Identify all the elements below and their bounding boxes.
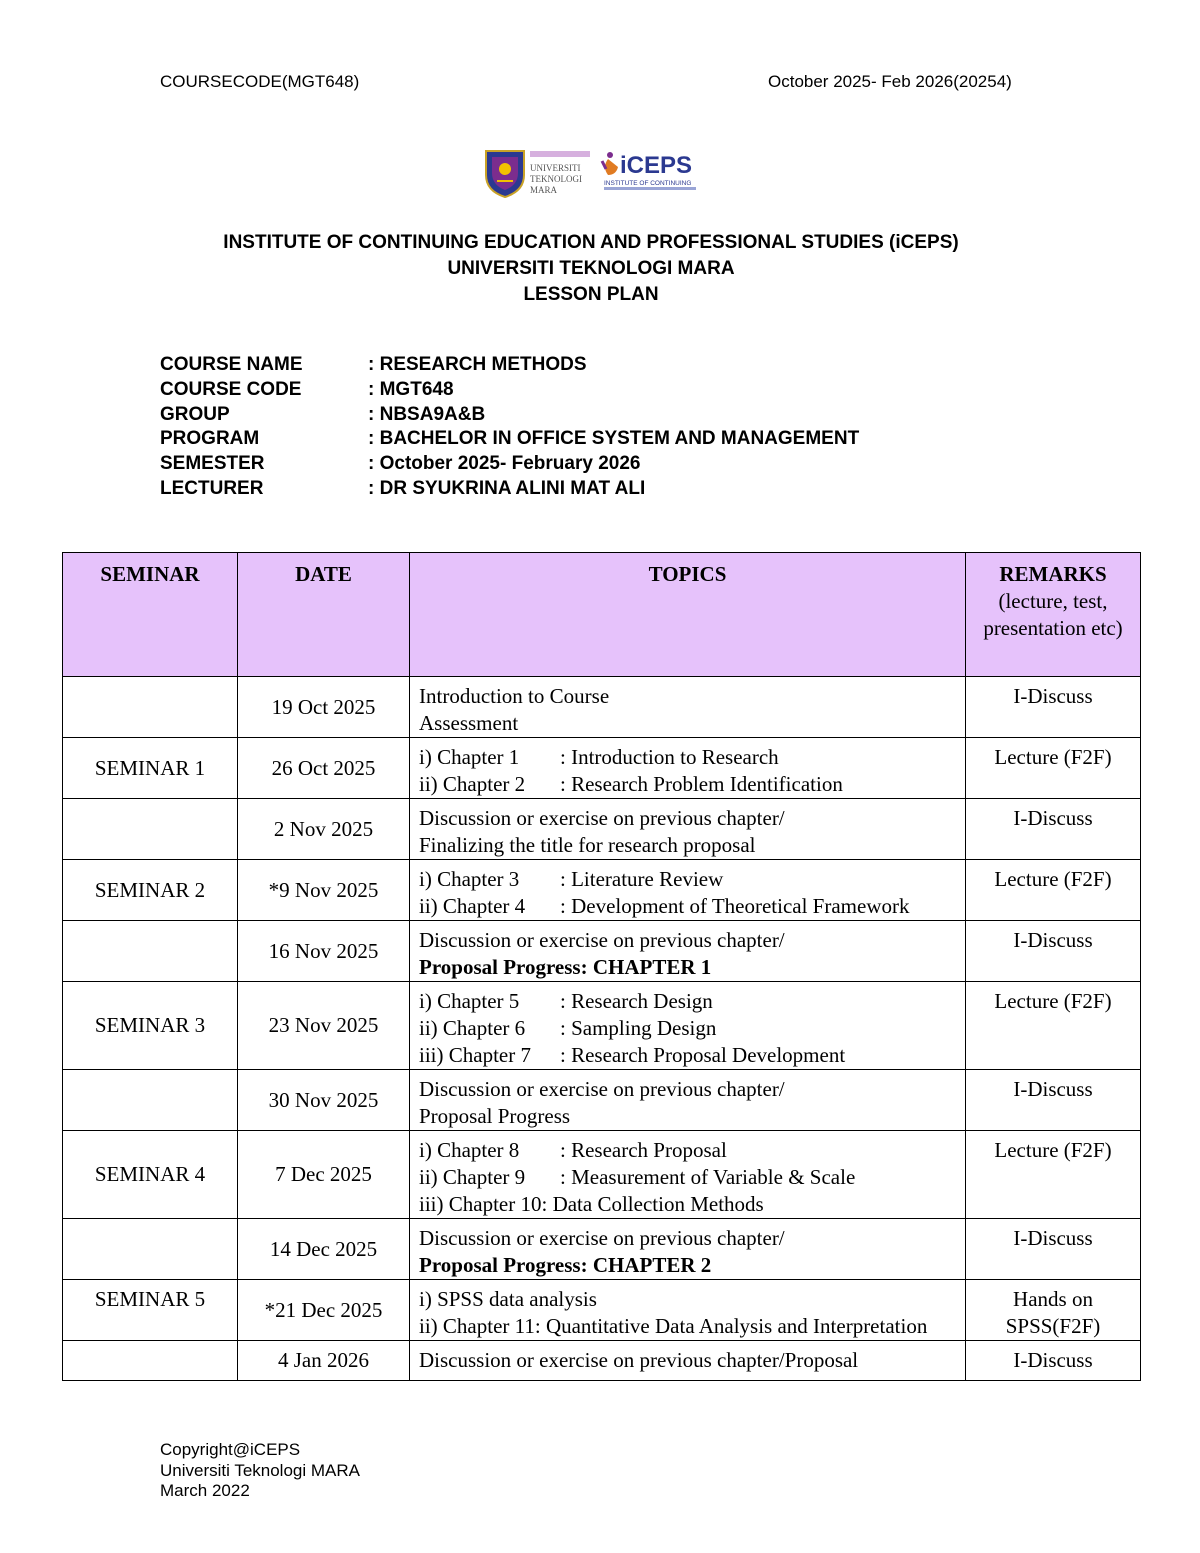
info-label: COURSE NAME bbox=[160, 354, 303, 375]
info-row-semester bbox=[160, 453, 859, 478]
title-university: UNIVERSITI TEKNOLOGI MARA bbox=[447, 258, 735, 279]
info-row-group bbox=[160, 404, 859, 429]
cell-date: 30 Nov 2025 bbox=[238, 1070, 410, 1131]
document-titles bbox=[0, 230, 1200, 308]
cell-remarks: I-Discuss bbox=[966, 799, 1141, 860]
topic-title: : Data Collection Methods bbox=[541, 1192, 764, 1216]
topic-title: : Development of Theoretical Framework bbox=[560, 894, 910, 918]
topic-line: Discussion or exercise on previous chapter/ bbox=[419, 1077, 785, 1101]
table-row bbox=[63, 1280, 1141, 1341]
cell-topics bbox=[410, 799, 966, 860]
info-value: : RESEARCH METHODS bbox=[368, 354, 587, 375]
uitm-line-1: UNIVERSITI bbox=[530, 163, 581, 173]
table-row bbox=[63, 921, 1141, 982]
topic-line: i) SPSS data analysis bbox=[419, 1287, 597, 1311]
remarks-line: Hands on bbox=[1013, 1287, 1093, 1311]
topic-chapter: i) Chapter 8 bbox=[419, 1138, 520, 1162]
table-row bbox=[63, 982, 1141, 1070]
cell-seminar: SEMINAR 5 bbox=[63, 1280, 238, 1341]
info-row-course-name bbox=[160, 354, 859, 379]
info-row-course-code bbox=[160, 379, 859, 404]
cell-remarks: Lecture (F2F) bbox=[966, 738, 1141, 799]
table-header-row bbox=[63, 553, 1141, 677]
cell-remarks: I-Discuss bbox=[966, 1070, 1141, 1131]
topic-title: : Research Proposal Development bbox=[560, 1043, 846, 1067]
info-label: PROGRAM bbox=[160, 428, 260, 450]
footer-date: March 2022 bbox=[160, 1481, 250, 1500]
cell-seminar bbox=[63, 799, 238, 860]
topic-line bbox=[419, 1015, 956, 1042]
topic-title: : Introduction to Research bbox=[560, 745, 779, 769]
topic-chapter: ii) Chapter 6 bbox=[419, 1016, 526, 1040]
cell-remarks: Lecture (F2F) bbox=[966, 982, 1141, 1070]
lesson-plan-table bbox=[62, 552, 1141, 1381]
uitm-line-3: MARA bbox=[530, 185, 558, 195]
topic-chapter: iii) Chapter 7 bbox=[419, 1043, 531, 1067]
topic-line: Finalizing the title for research proposal bbox=[419, 833, 756, 857]
cell-remarks: Lecture (F2F) bbox=[966, 1131, 1141, 1219]
cell-seminar: SEMINAR 4 bbox=[63, 1131, 238, 1219]
topic-line: Discussion or exercise on previous chapter/Proposal bbox=[419, 1348, 859, 1372]
header-session: October 2025- Feb 2026(20254) bbox=[768, 72, 1012, 91]
topic-title: : Research Proposal bbox=[560, 1138, 727, 1162]
col-header-remarks bbox=[966, 553, 1141, 677]
cell-date: 2 Nov 2025 bbox=[238, 799, 410, 860]
info-label: SEMESTER bbox=[160, 453, 265, 475]
footer bbox=[160, 1440, 360, 1502]
cell-topics bbox=[410, 982, 966, 1070]
cell-date: 23 Nov 2025 bbox=[238, 982, 410, 1070]
cell-topics bbox=[410, 1280, 966, 1341]
topic-title: : Research Problem Identification bbox=[560, 772, 843, 796]
info-row-lecturer bbox=[160, 478, 859, 503]
cell-seminar bbox=[63, 1219, 238, 1280]
cell-date: 19 Oct 2025 bbox=[238, 677, 410, 738]
topic-line bbox=[419, 866, 956, 893]
cell-topics bbox=[410, 677, 966, 738]
topic-chapter: iii) Chapter 10 bbox=[419, 1192, 542, 1216]
iceps-tagline: INSTITUTE OF CONTINUING bbox=[604, 180, 692, 187]
iceps-name: iCEPS bbox=[620, 152, 693, 179]
cell-remarks: I-Discuss bbox=[966, 1341, 1141, 1381]
topic-line-bold: Proposal Progress: CHAPTER 2 bbox=[419, 1253, 712, 1277]
topic-line: ii) Chapter 11: Quantitative Data Analysis and Interpretation bbox=[419, 1314, 928, 1338]
topic-line: Discussion or exercise on previous chapter/ bbox=[419, 1226, 785, 1250]
cell-date: *9 Nov 2025 bbox=[238, 860, 410, 921]
topic-chapter: ii) Chapter 2 bbox=[419, 772, 526, 796]
table-row bbox=[63, 1219, 1141, 1280]
cell-date: 14 Dec 2025 bbox=[238, 1219, 410, 1280]
topic-chapter: i) Chapter 3 bbox=[419, 867, 520, 891]
footer-university: Universiti Teknologi MARA bbox=[160, 1460, 360, 1480]
title-institute: INSTITUTE OF CONTINUING EDUCATION AND PROFESSIONAL STUDIES (iCEPS) bbox=[223, 232, 959, 253]
uitm-wordmark bbox=[530, 151, 590, 195]
col-header-date: DATE bbox=[238, 553, 410, 677]
cell-topics bbox=[410, 1131, 966, 1219]
cell-topics bbox=[410, 1341, 966, 1381]
topic-line bbox=[419, 744, 956, 771]
topic-line bbox=[419, 1164, 956, 1191]
info-value: : NBSA9A&B bbox=[368, 403, 486, 425]
cell-seminar: SEMINAR 1 bbox=[63, 738, 238, 799]
topic-line-bold: Proposal Progress: CHAPTER 1 bbox=[419, 955, 712, 979]
topic-line: Assessment bbox=[419, 711, 519, 735]
topic-chapter: ii) Chapter 9 bbox=[419, 1165, 526, 1189]
logo-graphics bbox=[484, 145, 704, 200]
topic-title: : Literature Review bbox=[560, 867, 724, 891]
cell-remarks: I-Discuss bbox=[966, 921, 1141, 982]
table-row bbox=[63, 677, 1141, 738]
info-value: : DR SYUKRINA ALINI MAT ALI bbox=[368, 477, 646, 499]
topic-line bbox=[419, 771, 956, 798]
table-row bbox=[63, 860, 1141, 921]
topic-line bbox=[419, 1042, 956, 1069]
info-value: : BACHELOR IN OFFICE SYSTEM AND MANAGEMENT bbox=[368, 428, 860, 450]
cell-seminar bbox=[63, 1341, 238, 1381]
remarks-subtitle: (lecture, test, presentation etc) bbox=[983, 589, 1123, 640]
info-value: : October 2025- February 2026 bbox=[368, 453, 641, 475]
remarks-line: SPSS(F2F) bbox=[1005, 1314, 1101, 1338]
title-lesson-plan: LESSON PLAN bbox=[523, 284, 659, 305]
footer-copyright: Copyright@iCEPS bbox=[160, 1440, 301, 1459]
info-label: GROUP bbox=[160, 403, 230, 425]
table-row bbox=[63, 1341, 1141, 1381]
header-course-code: COURSECODE(MGT648) bbox=[160, 72, 360, 91]
topic-chapter: i) Chapter 5 bbox=[419, 989, 520, 1013]
topic-title: : Research Design bbox=[560, 989, 713, 1013]
cell-seminar bbox=[63, 677, 238, 738]
topic-chapter: ii) Chapter 4 bbox=[419, 894, 526, 918]
uitm-line-2: TEKNOLOGI bbox=[530, 174, 582, 184]
info-row-program bbox=[160, 428, 859, 453]
topic-line: Introduction to Course bbox=[419, 684, 610, 708]
topic-title: : Measurement of Variable & Scale bbox=[560, 1165, 856, 1189]
cell-remarks: I-Discuss bbox=[966, 677, 1141, 738]
course-info bbox=[160, 354, 859, 503]
cell-seminar bbox=[63, 1070, 238, 1131]
topic-line bbox=[419, 1137, 956, 1164]
cell-seminar bbox=[63, 921, 238, 982]
cell-remarks: I-Discuss bbox=[966, 1219, 1141, 1280]
col-header-topics: TOPICS bbox=[410, 553, 966, 677]
cell-topics bbox=[410, 860, 966, 921]
cell-date: 4 Jan 2026 bbox=[238, 1341, 410, 1381]
table-row bbox=[63, 1131, 1141, 1219]
info-label: LECTURER bbox=[160, 477, 264, 499]
topic-line: Proposal Progress bbox=[419, 1104, 571, 1128]
cell-remarks bbox=[966, 1280, 1141, 1341]
topic-line: Discussion or exercise on previous chapter/ bbox=[419, 806, 785, 830]
cell-date: 26 Oct 2025 bbox=[238, 738, 410, 799]
remarks-title: REMARKS bbox=[999, 562, 1107, 586]
cell-date: 7 Dec 2025 bbox=[238, 1131, 410, 1219]
iceps-logo-icon bbox=[602, 152, 618, 175]
table-row bbox=[63, 799, 1141, 860]
uitm-crest-icon bbox=[486, 151, 524, 197]
topic-line bbox=[419, 988, 956, 1015]
topic-line bbox=[419, 1191, 956, 1218]
cell-topics bbox=[410, 738, 966, 799]
cell-seminar: SEMINAR 2 bbox=[63, 860, 238, 921]
topic-chapter: i) Chapter 1 bbox=[419, 745, 520, 769]
col-header-seminar: SEMINAR bbox=[63, 553, 238, 677]
cell-date: 16 Nov 2025 bbox=[238, 921, 410, 982]
info-label: COURSE CODE bbox=[160, 378, 302, 400]
table-row bbox=[63, 738, 1141, 799]
info-value: : MGT648 bbox=[368, 378, 454, 400]
cell-date: *21 Dec 2025 bbox=[238, 1280, 410, 1341]
topic-title: : Sampling Design bbox=[560, 1016, 717, 1040]
topic-line bbox=[419, 893, 956, 920]
cell-topics bbox=[410, 1070, 966, 1131]
institution-logos bbox=[484, 145, 704, 200]
cell-topics bbox=[410, 921, 966, 982]
cell-topics bbox=[410, 1219, 966, 1280]
cell-remarks: Lecture (F2F) bbox=[966, 860, 1141, 921]
table-row bbox=[63, 1070, 1141, 1131]
cell-seminar: SEMINAR 3 bbox=[63, 982, 238, 1070]
topic-line: Discussion or exercise on previous chapter/ bbox=[419, 928, 785, 952]
